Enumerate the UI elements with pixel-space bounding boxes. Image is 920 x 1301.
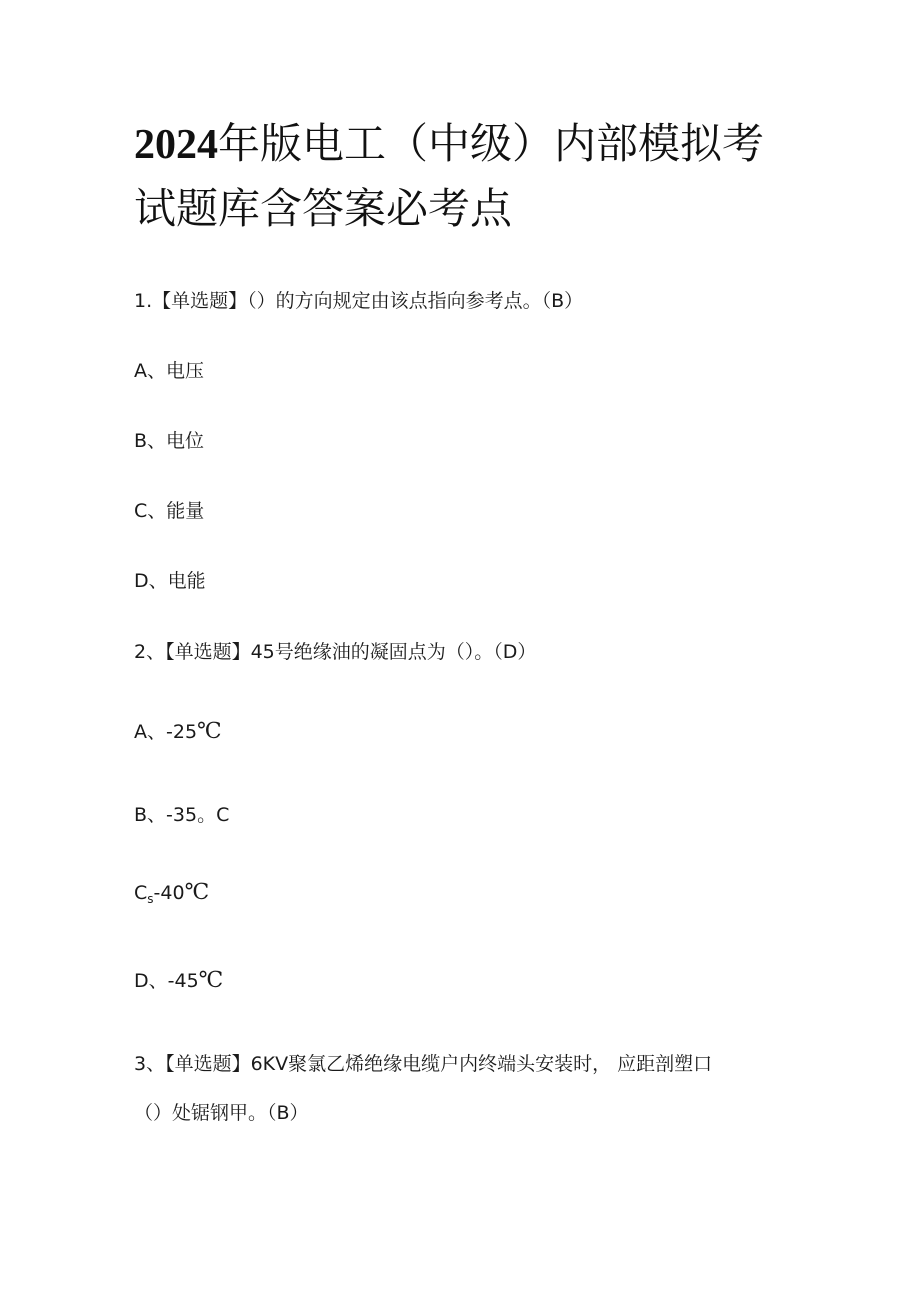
- question-3-stem-line-2: （）处锯钢甲。（B）: [134, 1102, 309, 1124]
- question-2-stem: 2、【单选题】45号绝缘油的凝固点为（）。（D）: [134, 641, 537, 663]
- question-1-option-a: A、电压: [134, 360, 204, 382]
- celsius-symbol: ℃: [184, 880, 210, 905]
- option-d-value: D、-45: [134, 970, 199, 992]
- question-1-option-d: D、电能: [134, 570, 206, 592]
- option-c-subscript: s: [147, 892, 154, 906]
- title-text: 年版电工（中级）内部模拟考试题库含答案必考点: [134, 119, 765, 233]
- question-2-option-a: [134, 718, 222, 746]
- celsius-symbol: ℃: [198, 968, 224, 993]
- question-2-option-d: [134, 967, 223, 995]
- question-1-stem: 1.【单选题】（）的方向规定由该点指向参考点。（B）: [134, 290, 584, 312]
- option-c-value: -40: [153, 882, 185, 904]
- title-year: 2024: [134, 122, 218, 168]
- question-2-option-b: [134, 801, 229, 829]
- question-2-option-c: [134, 879, 209, 913]
- celsius-symbol: ℃: [197, 719, 222, 744]
- question-3-stem-line-1: 3、【单选题】6KV聚氯乙烯绝缘电缆户内终端头安装时， 应距剖塑口: [134, 1053, 713, 1075]
- question-1-option-b: B、电位: [134, 430, 205, 452]
- option-b-value: B、-35。C: [134, 804, 230, 826]
- document-title: [134, 112, 794, 241]
- option-a-value: A、-25: [134, 721, 198, 743]
- question-1-option-c: C、能量: [134, 500, 205, 522]
- option-c-prefix: C: [134, 882, 148, 904]
